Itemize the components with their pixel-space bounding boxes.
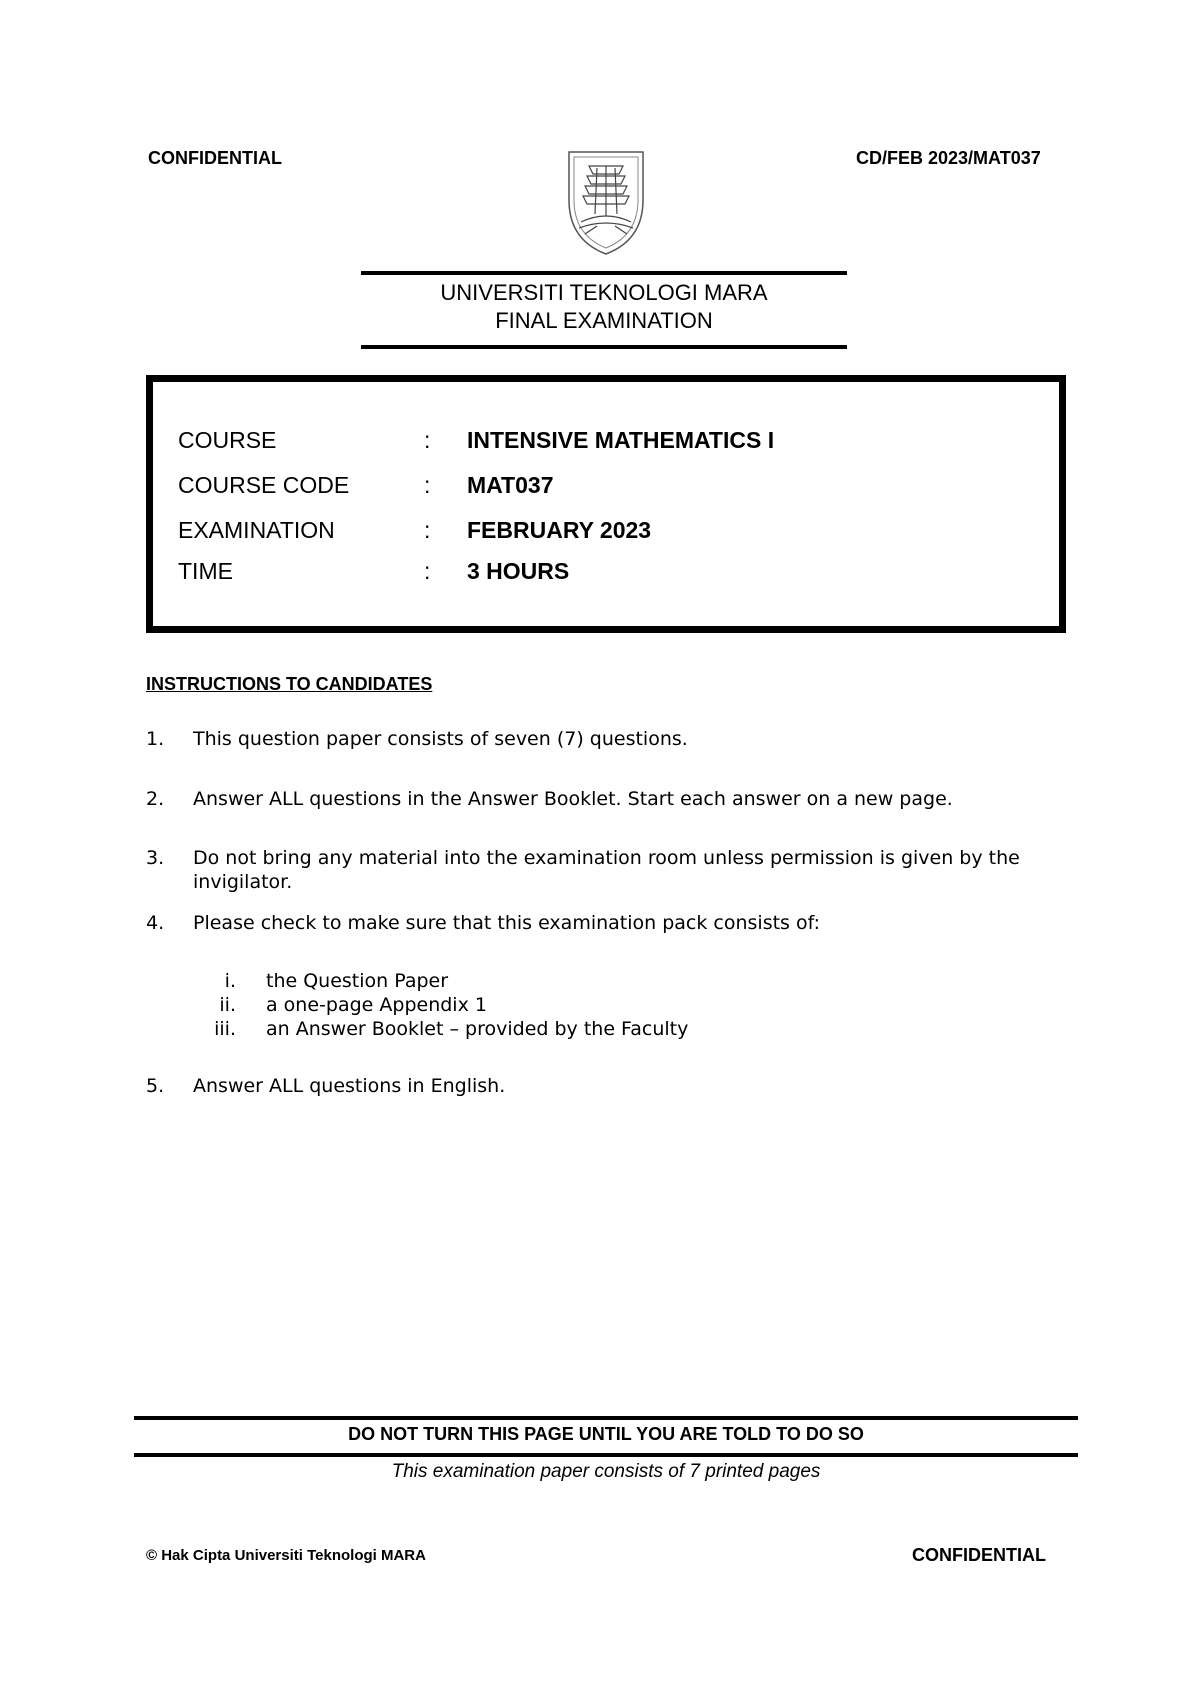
time-value: 3 HOURS [467,558,570,584]
instruction-text: Answer ALL questions in the Answer Booklet. Start each answer on a new page. [193,788,953,810]
instruction-number: 3. [146,847,165,869]
examination-label: EXAMINATION [178,517,335,543]
footer-confidential: CONFIDENTIAL [912,1545,1046,1565]
course-row [153,427,1059,457]
examination-value: FEBRUARY 2023 [467,517,652,543]
time-row [153,558,1059,588]
title-block [361,279,847,335]
examination-colon: : [424,517,431,543]
turn-page-warning: DO NOT TURN THIS PAGE UNTIL YOU ARE TOLD TO DO SO [348,1424,864,1444]
instruction-text: Please check to make sure that this examination pack consists of: [193,912,821,934]
sub-item-number: iii. [214,1018,236,1040]
header-confidential: CONFIDENTIAL [148,148,282,168]
instruction-text: This question paper consists of seven (7) questions. [193,728,688,750]
instruction-number: 1. [146,728,165,750]
footer-bottom-rule [134,1453,1078,1457]
instruction-text: Do not bring any material into the examination room unless permission is given by the invigilator. [193,847,1020,893]
course-colon: : [424,427,431,453]
course-value: INTENSIVE MATHEMATICS I [467,427,775,453]
course-code-colon: : [424,472,431,498]
sub-item-text: the Question Paper [266,970,449,992]
sub-item-text: an Answer Booklet – provided by the Faculty [266,1018,689,1040]
sub-item-text: a one-page Appendix 1 [266,994,487,1016]
title-top-rule [361,271,847,275]
time-colon: : [424,558,431,584]
sub-item-number: ii. [219,994,236,1016]
copyright-notice: © Hak Cipta Universiti Teknologi MARA [146,1547,426,1564]
course-code-row [153,472,1059,502]
course-code-label: COURSE CODE [178,472,350,498]
header-paper-code: CD/FEB 2023/MAT037 [856,148,1041,168]
sub-item-number: i. [224,970,236,992]
footer-top-rule [134,1416,1078,1420]
course-label: COURSE [178,427,277,453]
instruction-text: Answer ALL questions in English. [193,1075,506,1097]
course-code-value: MAT037 [467,472,554,498]
instruction-number: 2. [146,788,165,810]
university-crest-icon [561,148,651,258]
course-info-box [146,375,1066,633]
exam-type: FINAL EXAMINATION [495,308,713,333]
instruction-number: 4. [146,912,165,934]
examination-row [153,517,1059,547]
printed-pages-note: This examination paper consists of 7 printed pages [391,1461,821,1482]
university-name: UNIVERSITI TEKNOLOGI MARA [440,280,768,305]
instructions-heading: INSTRUCTIONS TO CANDIDATES [146,674,433,694]
time-label: TIME [178,558,233,584]
title-bottom-rule [361,345,847,349]
instruction-number: 5. [146,1075,165,1097]
